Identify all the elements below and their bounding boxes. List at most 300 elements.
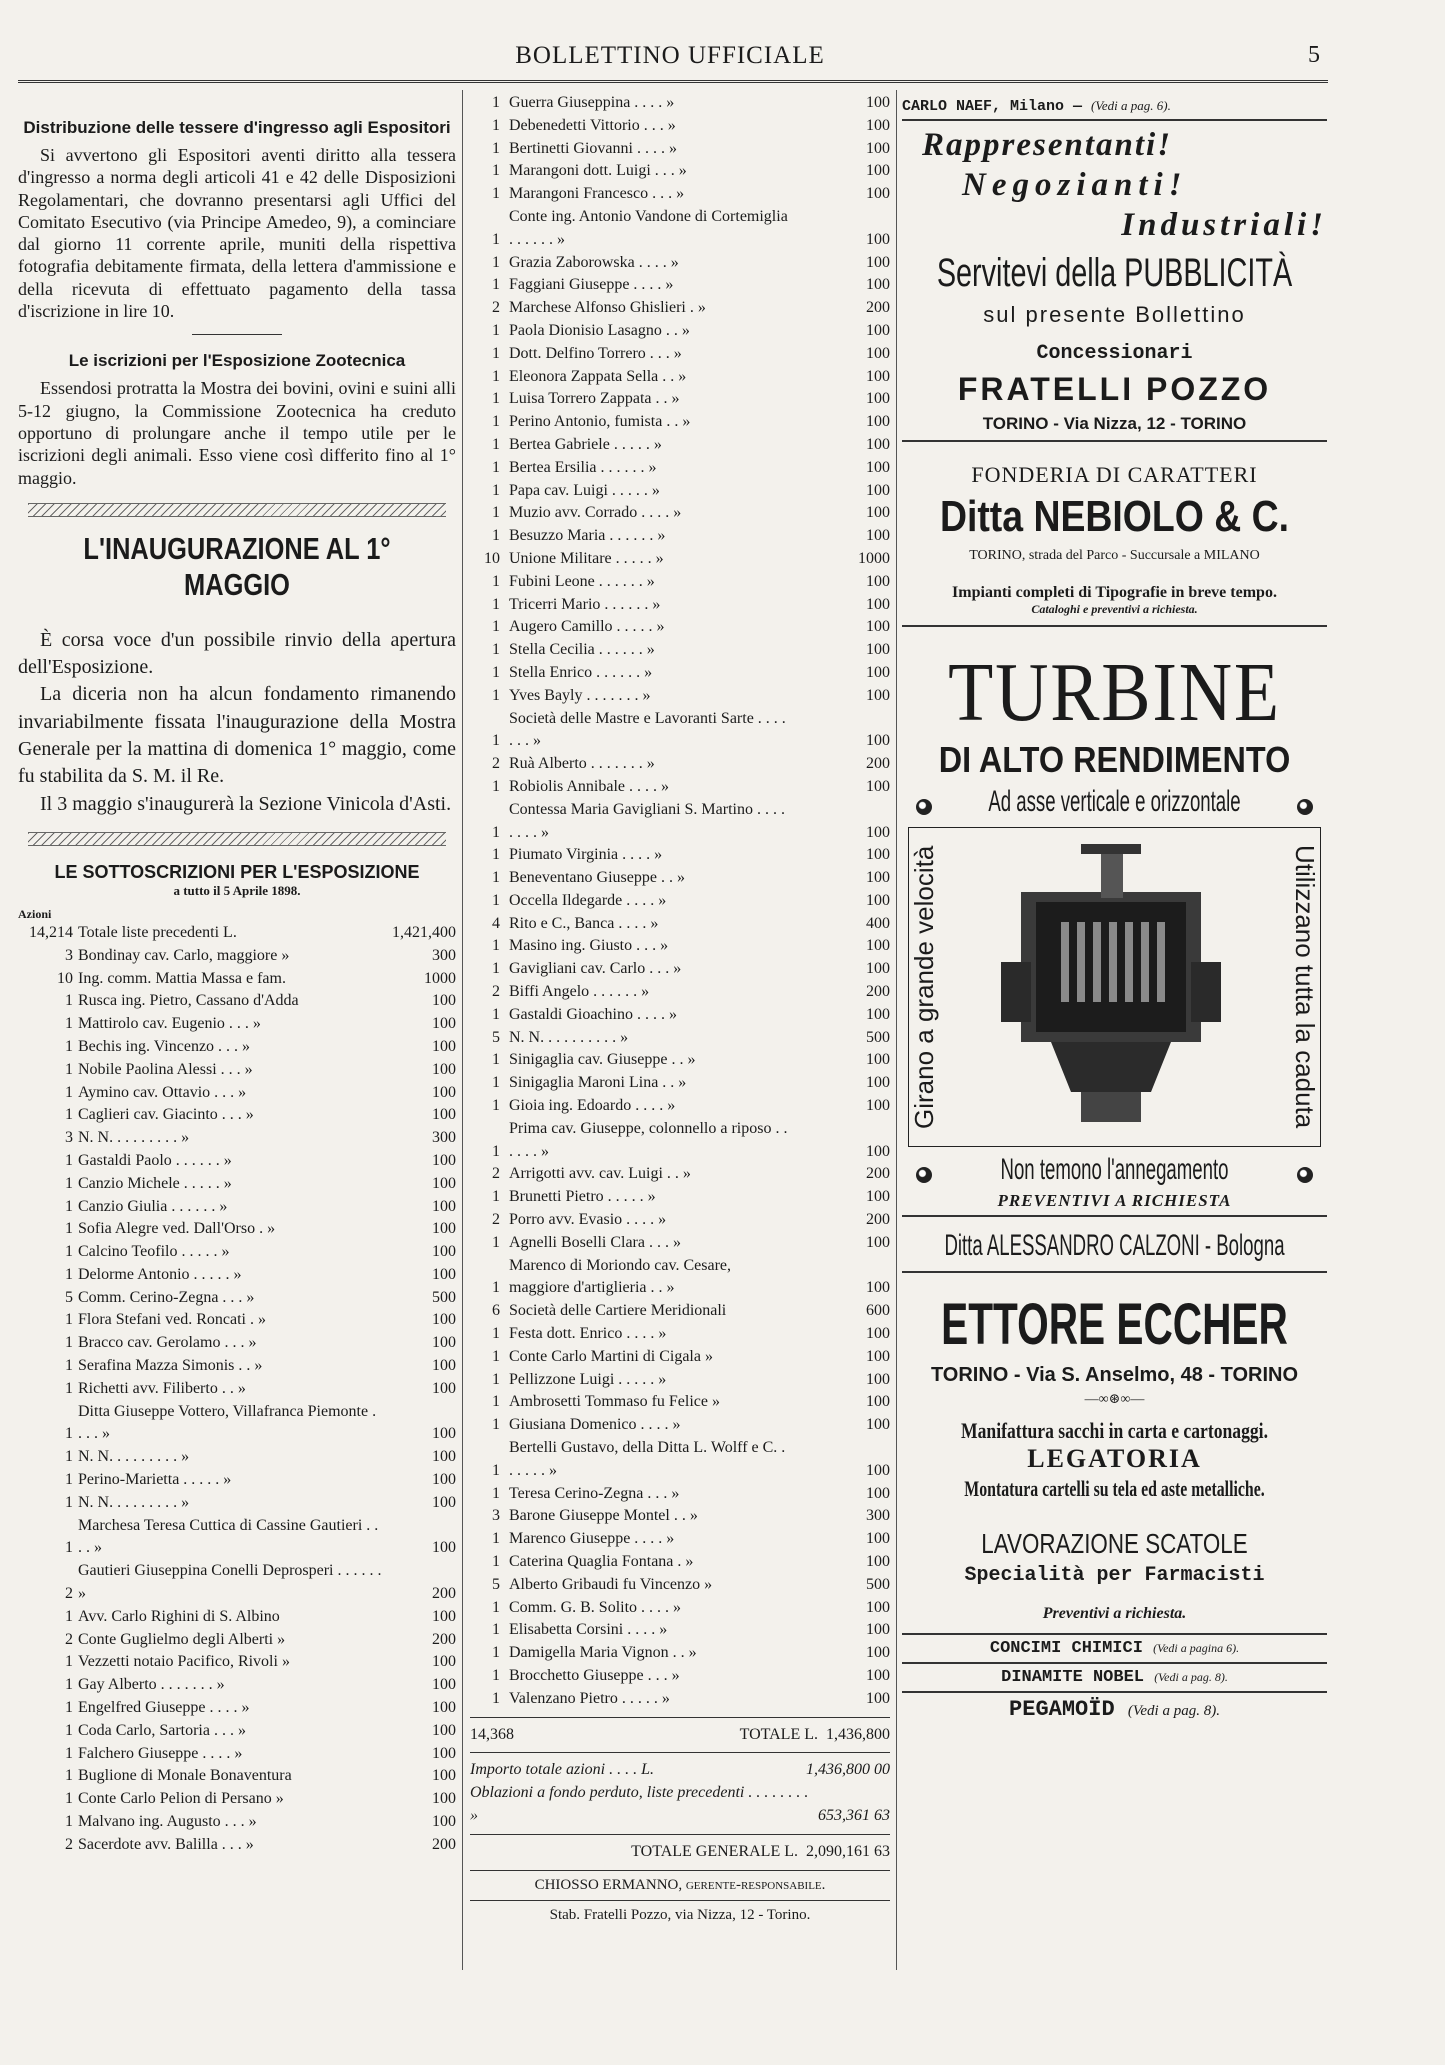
item-value: 100: [432, 1607, 456, 1625]
list-item: [18, 1515, 456, 1561]
list-item: [18, 1013, 456, 1036]
item-name: Barone Giuseppe Montel . . »: [509, 1507, 698, 1525]
list-item: [470, 1551, 890, 1574]
item-name: Fubini Leone . . . . . . »: [509, 572, 655, 590]
item-value: 100: [866, 1097, 890, 1115]
item-name: Bertinetti Giovanni . . . . »: [509, 139, 677, 157]
item-value: 100: [432, 992, 456, 1010]
ad-lavorazione: LAVORAZIONE SCATOLE: [981, 1528, 1248, 1559]
headline-inaugurazione: L'INAUGURAZIONE AL 1° MAGGIO: [83, 530, 391, 602]
list-item: [18, 1674, 456, 1697]
item-name: Marenco Giuseppe . . . . »: [509, 1530, 675, 1548]
item-name: Guerra Giuseppina . . . . »: [509, 94, 675, 111]
item-name: N. N. . . . . . . . . »: [78, 1129, 190, 1147]
ad-dinamite-ref: (Vedi a pag. 8).: [1154, 1670, 1228, 1684]
divider: [902, 1691, 1327, 1693]
item-name: Delorme Antonio . . . . . »: [78, 1265, 242, 1283]
list-item: [470, 343, 890, 366]
item-value: 100: [866, 253, 890, 271]
item-name: Tricerri Mario . . . . . . »: [509, 595, 661, 613]
item-value: 400: [866, 914, 890, 932]
item-quantity: 1: [492, 686, 500, 704]
list-item: [470, 1323, 890, 1346]
item-quantity: 1: [65, 1676, 73, 1694]
importo-label: Importo totale azioni . . . . L.: [470, 1761, 655, 1779]
item-quantity: 1: [492, 253, 500, 271]
list-item: [470, 913, 890, 936]
item-value: 100: [432, 1813, 456, 1831]
list-item: [470, 799, 890, 845]
list-item: [470, 411, 890, 434]
item-value: 100: [866, 1051, 890, 1069]
item-quantity: 5: [492, 1028, 500, 1046]
item-name: Ing. comm. Mattia Massa e fam.: [78, 969, 286, 987]
list-item: [18, 1606, 456, 1629]
item-name: Stella Cecilia . . . . . . »: [509, 641, 655, 659]
item-value: 100: [432, 1767, 456, 1785]
list-item: [18, 1743, 456, 1766]
item-value: 100: [866, 1325, 890, 1343]
item-name: Rusca ing. Pietro, Cassano d'Adda: [78, 992, 299, 1010]
item-name: Dott. Delfino Torrero . . . »: [509, 344, 682, 362]
item-quantity: 1: [492, 823, 500, 841]
list-item: [18, 1287, 456, 1310]
item-name: Caterina Quaglia Fontana . »: [509, 1553, 694, 1570]
divider: [470, 1900, 890, 1901]
item-quantity: 1: [65, 1197, 73, 1215]
oblazioni-value: 653,361 63: [818, 1806, 890, 1824]
item-quantity: 1: [492, 435, 500, 453]
item-value: 100: [432, 1015, 456, 1033]
item-quantity: 1: [492, 1484, 500, 1502]
list-item: [470, 708, 890, 754]
list-item: [18, 1082, 456, 1105]
ad-sul-bollettino: sul presente Bollettino: [983, 302, 1246, 327]
item-name: Bechis ing. Vincenzo . . . »: [78, 1037, 251, 1055]
ad-dinamite: [902, 1668, 1327, 1687]
item-quantity: 1: [492, 116, 500, 134]
total-value: 1,436,800: [826, 1725, 890, 1743]
item-quantity: 1: [65, 992, 73, 1010]
item-quantity: 1: [65, 1174, 73, 1192]
list-item: [470, 160, 890, 183]
item-value: 200: [866, 755, 890, 773]
item-value: 100: [866, 390, 890, 408]
list-item: [470, 1209, 890, 1232]
item-quantity: 1: [65, 1425, 73, 1443]
item-value: 300: [866, 1507, 890, 1525]
ad-fratelli-pozzo: FRATELLI POZZO: [957, 371, 1272, 407]
ad-industriali: Industriali!: [1121, 207, 1327, 243]
list-item: [470, 958, 890, 981]
divider: [902, 625, 1327, 627]
item-quantity: 1: [65, 1744, 73, 1762]
list-item: [470, 1027, 890, 1050]
list-item: [470, 1528, 890, 1551]
list-item: [470, 1574, 890, 1597]
item-quantity: 2: [492, 1165, 500, 1183]
item-quantity: 1: [492, 321, 500, 339]
item-quantity: 1: [492, 185, 500, 203]
item-quantity: 2: [65, 1585, 73, 1603]
item-value: 100: [866, 504, 890, 522]
section-text-tessere: Si avvertono gli Espositori aventi diritto alla tessera d'ingresso a norma degli articoli 41 e 42 delle Disposizioni Regolamentari, che dovranno presentarsi agli Uffici del Comitato Esecutivo (via Principe Amedeo, 9), a cominciare dal giorno 11 corrente aprile, muniti della rispettiva fotografia debitamente firmata, della lettera d'ammissione e della ricevuta di effettuato pagamento della tassa d'iscrizione in lire 10.: [18, 145, 456, 322]
item-quantity: 3: [65, 1129, 73, 1147]
item-value: 200: [432, 1835, 456, 1853]
item-name: Paola Dionisio Lasagno . . »: [509, 321, 690, 339]
item-value: 1,421,400: [392, 923, 456, 941]
item-value: 500: [432, 1288, 456, 1306]
total-row: [470, 1724, 890, 1747]
list-item: [18, 1788, 456, 1811]
ad-utilizzano: Utilizzano tutta la caduta: [1290, 845, 1320, 1129]
item-quantity: 2: [65, 1630, 73, 1648]
item-name: Faggiani Giuseppe . . . . »: [509, 276, 674, 294]
item-name: Nobile Paolina Alessi . . . »: [78, 1060, 253, 1078]
section-title-zootecnica: Le iscrizioni per l'Esposizione Zootecnica: [68, 351, 406, 371]
list-item: [470, 183, 890, 206]
item-quantity: 1: [492, 777, 500, 795]
list-item: [470, 480, 890, 503]
list-item: [18, 1492, 456, 1515]
item-name: Bracco cav. Gerolamo . . . »: [78, 1334, 257, 1352]
item-name: Beneventano Giuseppe . . »: [509, 869, 685, 887]
item-value: 100: [432, 1721, 456, 1739]
item-quantity: 14,214: [29, 923, 73, 941]
item-name: Piumato Virginia . . . . »: [509, 846, 663, 864]
ad-turbine-title: TURBINE: [948, 646, 1281, 739]
divider: [470, 1752, 890, 1753]
item-quantity: 1: [492, 960, 500, 978]
list-item: [470, 1346, 890, 1369]
list-item: [470, 1232, 890, 1255]
item-name: Papa cav. Luigi . . . . . »: [509, 481, 660, 499]
item-value: 100: [866, 94, 890, 111]
ad-legatoria: LEGATORIA: [1027, 1444, 1202, 1473]
item-value: 100: [432, 1699, 456, 1717]
item-name: Bondinay cav. Carlo, maggiore »: [78, 946, 290, 964]
ad-dinamite-text: DINAMITE NOBEL: [1001, 1668, 1144, 1687]
item-name: Aymino cav. Ottavio . . . »: [78, 1083, 247, 1101]
importo-row: [470, 1759, 890, 1782]
item-name: Porro avv. Evasio . . . . »: [509, 1211, 667, 1229]
item-name: Sinigaglia cav. Giuseppe . . »: [509, 1051, 696, 1069]
list-item: [18, 1059, 456, 1082]
item-value: 100: [866, 595, 890, 613]
ad-nontemono-line: [902, 1153, 1327, 1187]
ad-impianti: Impianti completi di Tipografie in breve tempo.: [952, 584, 1277, 601]
list-item: [470, 1095, 890, 1118]
item-quantity: 1: [492, 139, 500, 157]
header-rule: [18, 80, 1328, 83]
item-value: 100: [866, 641, 890, 659]
item-name: Calcino Teofilo . . . . . »: [78, 1243, 230, 1261]
item-value: 1000: [858, 549, 890, 567]
item-value: 100: [866, 1142, 890, 1160]
list-item: [18, 1651, 456, 1674]
item-value: 100: [432, 1265, 456, 1283]
item-value: 100: [866, 1689, 890, 1707]
item-quantity: 1: [492, 1416, 500, 1434]
list-item: [470, 366, 890, 389]
divider: [902, 119, 1327, 121]
item-name: Conte Guglielmo degli Alberti »: [78, 1630, 286, 1648]
item-quantity: 4: [492, 914, 500, 932]
grand-total-row: [470, 1841, 890, 1864]
list-item: [18, 1560, 456, 1606]
item-value: 100: [432, 1539, 456, 1557]
list-item: [470, 1665, 890, 1688]
gerente-line: CHIOSSO ERMANNO, gerente-responsabile.: [534, 1876, 826, 1893]
item-value: 100: [432, 1151, 456, 1169]
item-value: 100: [866, 891, 890, 909]
list-item: [470, 890, 890, 913]
ad-servitevi: Servitevi della PUBBLICITÀ: [936, 251, 1293, 295]
item-value: 300: [432, 946, 456, 964]
list-item: [470, 1619, 890, 1642]
list-item: [18, 1765, 456, 1788]
list-item: [18, 1378, 456, 1401]
item-name: Biffi Angelo . . . . . . »: [509, 983, 650, 1001]
item-quantity: 2: [492, 983, 500, 1001]
item-quantity: 1: [65, 1311, 73, 1329]
list-item: [470, 935, 890, 958]
item-name: Unione Militare . . . . . »: [509, 549, 664, 567]
item-value: 100: [866, 823, 890, 841]
item-value: 100: [866, 481, 890, 499]
item-quantity: 1: [65, 1813, 73, 1831]
item-quantity: 1: [492, 618, 500, 636]
item-value: 100: [866, 413, 890, 431]
item-name: Marchesa Teresa Cuttica di Cassine Gautieri . . . . »: [78, 1516, 379, 1557]
ad-pubblicita: [902, 125, 1327, 434]
item-name: Avv. Carlo Righini di S. Albino: [78, 1607, 280, 1625]
turbine-illustration-box: [908, 827, 1321, 1147]
list-item: [470, 434, 890, 457]
item-quantity: 3: [65, 946, 73, 964]
ad-manifattura: Manifattura sacchi in carta e cartonaggi.: [961, 1418, 1268, 1443]
list-item: [18, 968, 456, 991]
item-name: Conte Carlo Pelion di Persano »: [78, 1790, 284, 1808]
item-quantity: 1: [492, 595, 500, 613]
ad-girano: Girano a grande velocità: [909, 845, 939, 1129]
item-name: Brunetti Pietro . . . . . »: [509, 1188, 656, 1206]
list-item: [470, 1004, 890, 1027]
ad-turbine: [902, 646, 1327, 1263]
list-item: [470, 274, 890, 297]
bullet-icon: [1297, 799, 1313, 815]
list-item: [470, 1369, 890, 1392]
ad-concimi: [902, 1639, 1327, 1658]
list-item: [18, 1720, 456, 1743]
item-value: 100: [866, 276, 890, 294]
list-item: [18, 1218, 456, 1241]
item-quantity: 5: [65, 1288, 73, 1306]
item-value: 100: [866, 960, 890, 978]
item-value: 100: [432, 1197, 456, 1215]
list-item: [18, 1264, 456, 1287]
item-name: Luisa Torrero Zappata . . »: [509, 390, 680, 408]
item-name: Marangoni dott. Luigi . . . »: [509, 162, 687, 180]
list-item: [470, 1391, 890, 1414]
list-item: [470, 1186, 890, 1209]
ad-nebiolo-name: Ditta NEBIOLO & C.: [939, 492, 1290, 541]
item-quantity: 1: [492, 1097, 500, 1115]
item-quantity: 1: [65, 1265, 73, 1283]
list-item: [18, 1629, 456, 1652]
azioni-label: Azioni: [18, 906, 52, 921]
ad-alto-rendimento: DI ALTO RENDIMENTO: [938, 739, 1291, 780]
item-quantity: 1: [492, 1051, 500, 1069]
item-value: 200: [432, 1585, 456, 1603]
item-value: 100: [866, 1279, 890, 1297]
item-quantity: 1: [492, 1689, 500, 1707]
list-item: [18, 1697, 456, 1720]
item-quantity: 1: [492, 1666, 500, 1684]
list-item: [18, 922, 456, 945]
item-name: Grazia Zaborowska . . . . »: [509, 253, 679, 271]
ad-pegamoid-ref: (Vedi a pag. 8).: [1127, 1703, 1220, 1719]
item-quantity: 1: [492, 1188, 500, 1206]
item-value: 100: [866, 1347, 890, 1365]
item-quantity: 1: [492, 162, 500, 180]
item-name: Vezzetti notaio Pacifico, Rivoli »: [78, 1653, 290, 1671]
ad-montatura: Montatura cartelli su tela ed aste metalliche.: [964, 1476, 1265, 1501]
section-title-tessere: Distribuzione delle tessere d'ingresso agli Espositori: [23, 118, 451, 137]
item-quantity: 1: [492, 527, 500, 545]
ad-calzoni: Ditta ALESSANDRO CALZONI - Bologna: [944, 1229, 1285, 1262]
item-quantity: 1: [492, 1530, 500, 1548]
total-quantity: 14,368: [470, 1725, 514, 1743]
item-value: 100: [866, 1005, 890, 1023]
item-value: 100: [432, 1220, 456, 1238]
item-value: 100: [866, 1484, 890, 1502]
list-item: [18, 1309, 456, 1332]
list-item: [18, 945, 456, 968]
total-label: TOTALE L.: [739, 1725, 818, 1743]
item-name: Besuzzo Maria . . . . . . »: [509, 527, 666, 545]
item-value: 100: [432, 1379, 456, 1397]
item-name: Ruà Alberto . . . . . . . »: [509, 755, 655, 773]
ad-pegamoid-text: PEGAMOÏD: [1009, 1697, 1115, 1722]
item-name: Sacerdote avv. Balilla . . . »: [78, 1835, 254, 1853]
item-quantity: 1: [492, 413, 500, 431]
divider: [902, 1215, 1327, 1217]
item-name: Bertelli Gustavo, della Ditta L. Wolff e C. . . . . . . »: [509, 1439, 786, 1479]
grand-total-label: TOTALE GENERALE L.: [631, 1842, 798, 1860]
list-item: [18, 1196, 456, 1219]
item-name: Canzio Michele . . . . . »: [78, 1174, 232, 1192]
item-name: Coda Carlo, Sartoria . . . »: [78, 1721, 246, 1739]
list-item: [470, 92, 890, 115]
item-quantity: 1: [65, 1243, 73, 1261]
item-name: Eleonora Zappata Sella . . »: [509, 367, 687, 385]
item-value: 100: [866, 1188, 890, 1206]
ad-pozzo-address: TORINO - Via Nizza, 12 - TORINO: [982, 414, 1247, 433]
ad-naef-ref: (Vedi a pag. 6).: [1091, 98, 1171, 113]
item-quantity: 1: [65, 1060, 73, 1078]
item-quantity: 2: [65, 1835, 73, 1853]
list-item: [470, 138, 890, 161]
item-value: 100: [866, 230, 890, 248]
item-value: 100: [866, 1074, 890, 1092]
item-quantity: 1: [65, 1106, 73, 1124]
item-name: Società delle Mastre e Lavoranti Sarte . . . . . . . »: [509, 709, 786, 750]
item-value: 100: [866, 686, 890, 704]
item-quantity: 1: [65, 1151, 73, 1169]
item-value: 100: [866, 1553, 890, 1570]
item-name: Occella Ildegarde . . . . »: [509, 891, 667, 909]
item-quantity: 1: [492, 732, 500, 750]
item-name: Conte ing. Antonio Vandone di Cortemiglia . . . . . . »: [509, 207, 788, 248]
item-quantity: 1: [492, 458, 500, 476]
item-name: Muzio avv. Corrado . . . . »: [509, 504, 682, 522]
list-item: [470, 1483, 890, 1506]
item-name: Arrigotti avv. cav. Luigi . . »: [509, 1165, 691, 1183]
item-value: 100: [432, 1425, 456, 1443]
item-quantity: 1: [492, 572, 500, 590]
item-value: 500: [866, 1028, 890, 1046]
item-value: 100: [866, 1621, 890, 1639]
list-item: [470, 594, 890, 617]
item-quantity: 1: [65, 1379, 73, 1397]
item-value: 100: [866, 1598, 890, 1616]
item-name: Bertea Gabriele . . . . . »: [509, 435, 662, 453]
item-quantity: 1: [492, 344, 500, 362]
item-value: 100: [866, 527, 890, 545]
list-item: [470, 1505, 890, 1528]
item-quantity: 1: [492, 1393, 500, 1411]
ad-preventivi-2: Preventivi a richiesta.: [1042, 1605, 1187, 1622]
list-item: [18, 1036, 456, 1059]
ad-eccher: [902, 1291, 1327, 1623]
ad-concessionari: Concessionari: [1036, 342, 1193, 365]
list-item: [18, 1173, 456, 1196]
item-value: 500: [866, 1575, 890, 1593]
list-item: [470, 571, 890, 594]
ad-specialita: Specialità per Farmacisti: [964, 1564, 1265, 1587]
divider: [902, 1633, 1327, 1635]
column-left: [18, 92, 456, 1857]
item-quantity: 1: [65, 1493, 73, 1511]
list-item: [18, 1355, 456, 1378]
divider: [902, 440, 1327, 442]
list-item: [18, 1150, 456, 1173]
item-value: 100: [432, 1357, 456, 1375]
turbine-icon: [981, 842, 1241, 1132]
item-quantity: 1: [492, 1005, 500, 1023]
item-quantity: 6: [492, 1302, 500, 1320]
item-quantity: 1: [65, 1699, 73, 1717]
list-item: [470, 502, 890, 525]
list-item: [470, 639, 890, 662]
item-value: 100: [866, 458, 890, 476]
item-name: Contessa Maria Gavigliani S. Martino . . . . . . . . »: [509, 800, 785, 841]
item-name: Stella Enrico . . . . . . »: [509, 663, 653, 681]
item-value: 100: [866, 116, 890, 134]
item-quantity: 1: [492, 1370, 500, 1388]
item-value: 200: [866, 1165, 890, 1183]
section-text-zootecnica: Essendosi protratta la Mostra dei bovini, ovini e suini alli 5-12 giugno, la Commissione Zootecnica ha creduto opportuno di prolungare anche il tempo utile per le iscrizioni degli animali. Esso viene così differito fino al 1° maggio.: [18, 378, 456, 488]
ad-eccher-name: ETTORE ECCHER: [941, 1292, 1288, 1357]
item-name: Marangoni Francesco . . . »: [509, 185, 685, 203]
divider: [470, 1834, 890, 1835]
list-item: [18, 990, 456, 1013]
item-quantity: 2: [492, 755, 500, 773]
item-quantity: 1: [492, 1621, 500, 1639]
ornament-icon: —∞⊛∞—: [1084, 1392, 1145, 1407]
list-item: [470, 1118, 890, 1164]
